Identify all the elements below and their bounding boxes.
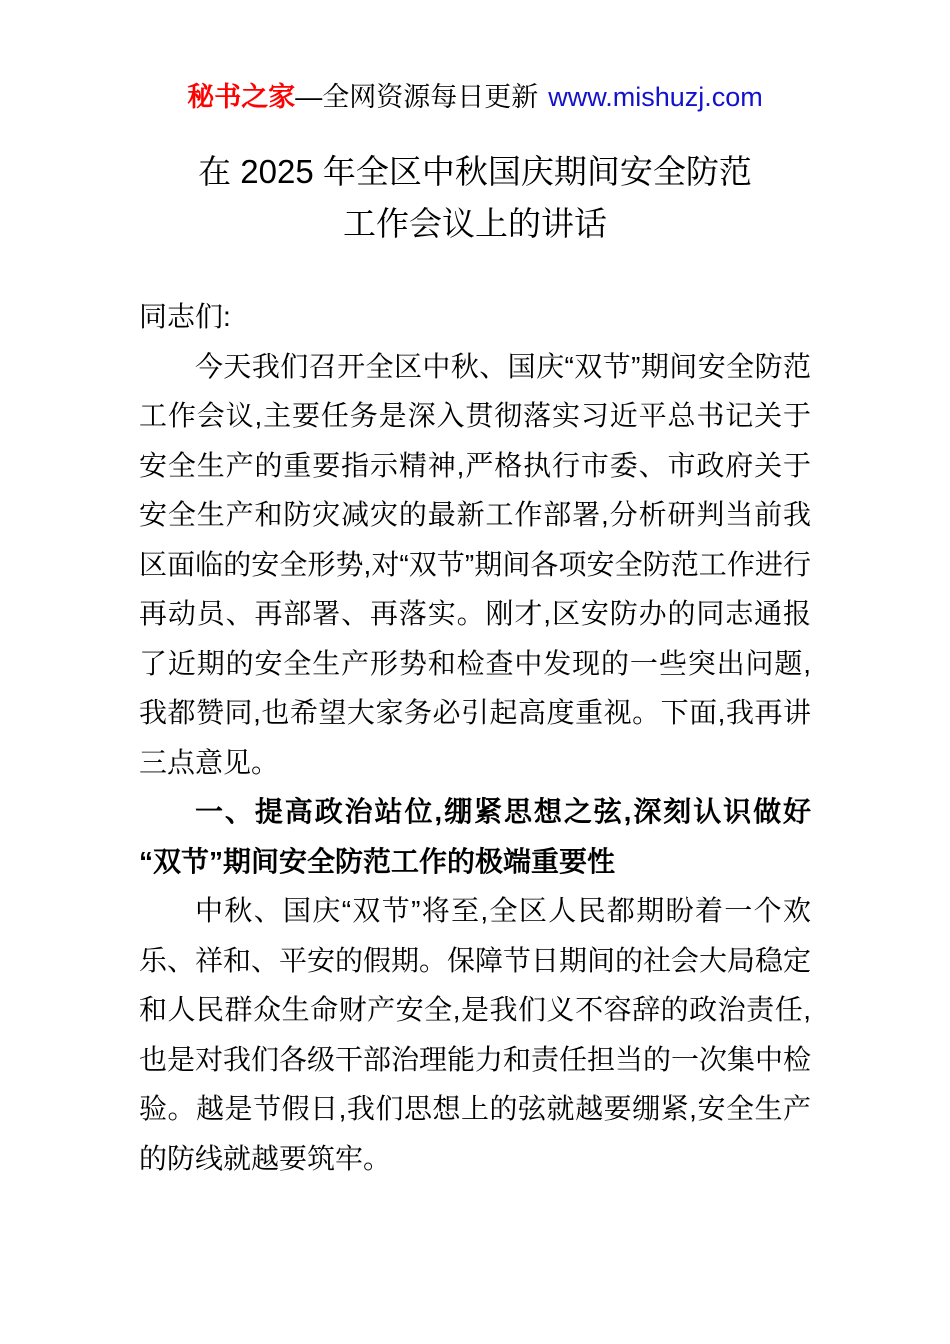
- header-tagline: 全网资源每日更新: [322, 82, 539, 112]
- document-body: [139, 292, 811, 1183]
- title-line-2: 工作会议上的讲话: [343, 205, 607, 242]
- header-dash: —: [295, 82, 323, 112]
- document-header: [0, 78, 950, 116]
- title-line-1: 在 2025 年全区中秋国庆期间安全防范: [198, 153, 752, 190]
- document-title: [90, 146, 860, 250]
- paragraph-intro: 今天我们召开全区中秋、国庆“双节”期间安全防范工作会议,主要任务是深入贯彻落实习近平总书记关于安全生产的重要指示精神,严格执行市委、市政府关于安全生产和防灾减灾的最新工作部署,分析研判当前我区面临的安全形势,对“双节”期间各项安全防范工作进行再动员、再部署、再落实。刚才,区安防办的同志通报了近期的安全生产形势和检查中发现的一些突出问题,我都赞同,也希望大家务必引起高度重视。下面,我再讲三点意见。: [139, 350, 811, 778]
- site-url-link[interactable]: www.mishuzj.com: [548, 82, 763, 112]
- salutation-line: 同志们:: [139, 301, 231, 332]
- paragraph-section-1-body: 中秋、国庆“双节”将至,全区人民都期盼着一个欢乐、祥和、平安的假期。保障节日期间的社会大局稳定和人民群众生命财产安全,是我们义不容辞的政治责任,也是对我们各级干部治理能力和责任担当的一次集中检验。越是节假日,我们思想上的弦就越要绷紧,安全生产的防线就越要筑牢。: [139, 895, 812, 1174]
- site-brand: 秘书之家: [187, 82, 296, 112]
- section-heading-1: 一、提高政治站位,绷紧思想之弦,深刻认识做好“双节”期间安全防范工作的极端重要性: [139, 796, 811, 877]
